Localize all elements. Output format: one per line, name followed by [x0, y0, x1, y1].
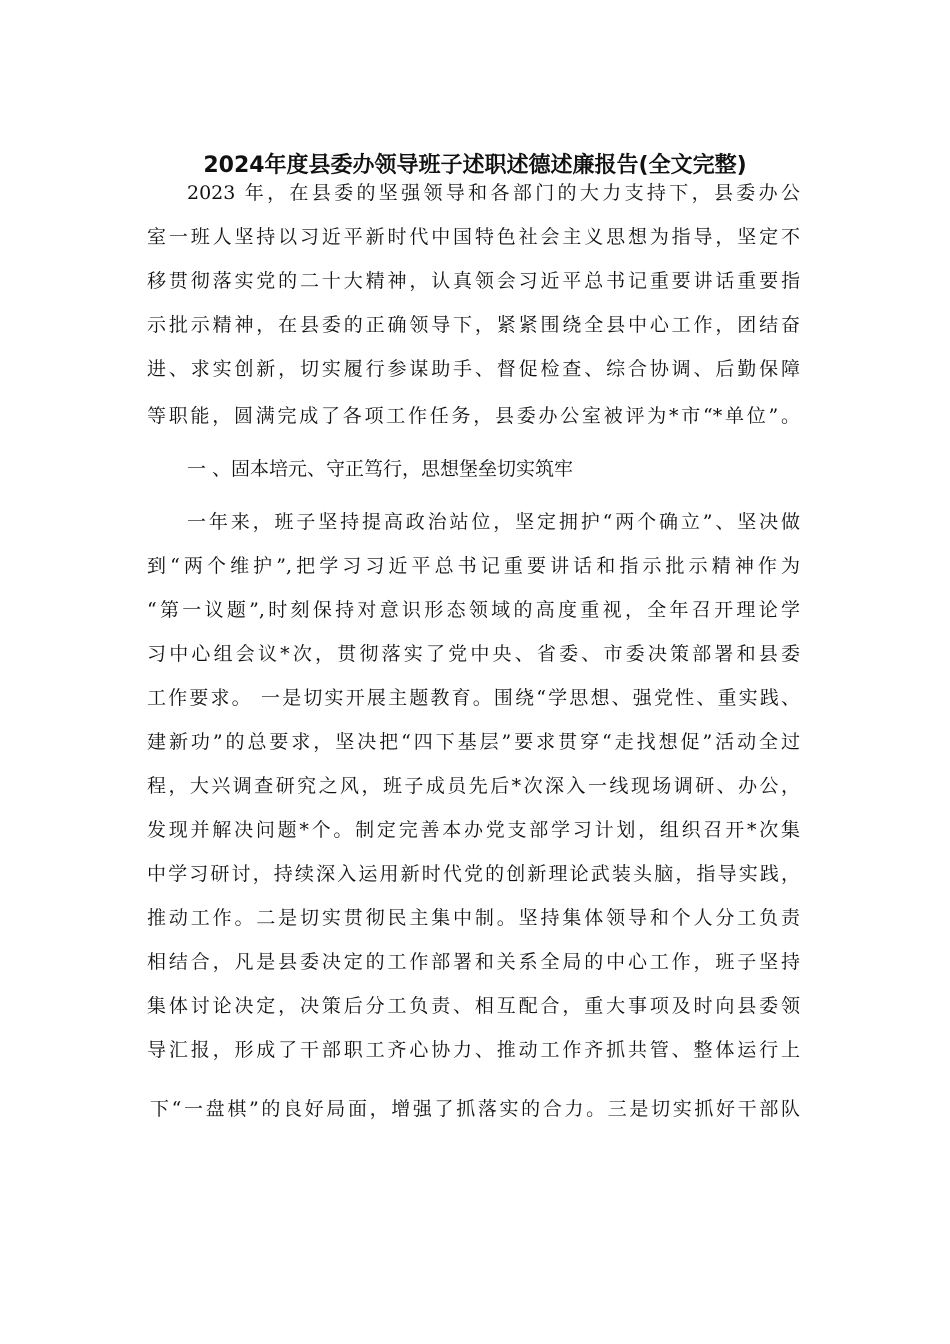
body-line-19: 导汇报，形成了干部职工齐心协力、推动工作齐抓共管、整体运行上 — [147, 1039, 800, 1061]
body-line-9: “第一议题”,时刻保持对意识形态领域的高度重视，全年召开理论学 — [147, 599, 800, 621]
body-line-2: 室一班人坚持以习近平新时代中国特色社会主义思想为指导，坚定不 — [147, 226, 800, 248]
body-line-7: 一年来，班子坚持提高政治站位，坚定拥护“两个确立”、坚决做 — [187, 511, 800, 533]
body-line-6: 等职能，圆满完成了各项工作任务，县委办公室被评为*市“*单位”。 — [147, 405, 800, 427]
document-title: 2024年度县委办领导班子述职述德述廉报告(全文完整) — [203, 153, 747, 178]
body-line-10: 习中心组会议*次，贯彻落实了党中央、省委、市委决策部署和县委 — [147, 643, 800, 665]
body-line-8: 到“两个维护”,把学习习近平总书记重要讲话和指示批示精神作为 — [147, 555, 800, 577]
body-line-4: 示批示精神，在县委的正确领导下，紧紧围绕全县中心工作，团结奋 — [147, 314, 800, 336]
body-line-3: 移贯彻落实党的二十大精神，认真领会习近平总书记重要讲话重要指 — [147, 270, 800, 292]
body-line-14: 发现并解决问题*个。制定完善本办党支部学习计划，组织召开*次集 — [147, 819, 800, 841]
body-line-12: 建新功”的总要求，坚决把“四下基层”要求贯穿“走找想促”活动全过 — [147, 731, 800, 753]
body-line-5: 进、求实创新，切实履行参谋助手、督促检查、综合协调、后勤保障 — [147, 358, 800, 380]
body-line-18: 集体讨论决定，决策后分工负责、相互配合，重大事项及时向县委领 — [147, 995, 800, 1017]
section-heading-1: 一 、固本培元、守正笃行，思想堡垒切实筑牢 — [187, 458, 574, 480]
body-line-16: 推动工作。二是切实贯彻民主集中制。坚持集体领导和个人分工负责 — [147, 907, 800, 929]
body-line-1: 2023 年，在县委的坚强领导和各部门的大力支持下，县委办公 — [187, 182, 800, 204]
body-line-11: 工作要求。 一是切实开展主题教育。围绕“学思想、强党性、重实践、 — [147, 687, 800, 709]
body-line-20: 下“一盘棋”的良好局面，增强了抓落实的合力。三是切实抓好干部队 — [150, 1098, 800, 1120]
body-line-17: 相结合，凡是县委决定的工作部署和关系全局的中心工作，班子坚持 — [147, 951, 800, 973]
body-line-13: 程，大兴调查研究之风，班子成员先后*次深入一线现场调研、办公， — [147, 775, 800, 797]
body-line-15: 中学习研讨，持续深入运用新时代党的创新理论武装头脑，指导实践， — [147, 863, 800, 885]
